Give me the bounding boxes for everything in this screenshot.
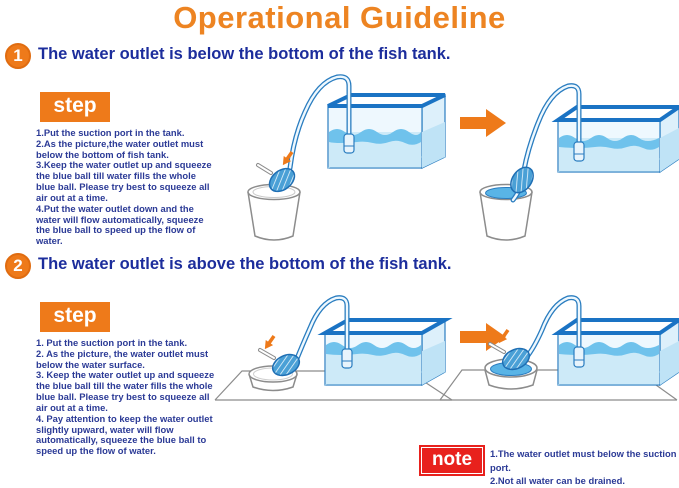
step-label: step — [40, 92, 110, 122]
note-text — [490, 447, 679, 488]
suction-port — [574, 142, 584, 161]
step-item: 4.Put the water outlet down and the water will flow automatically, squeeze the blue ball to speed up the flow of water. — [36, 202, 204, 247]
step-instructions — [36, 338, 216, 457]
water-outlet — [260, 350, 274, 358]
suction-port — [344, 134, 354, 153]
step-item: 1. Put the suction port in the tank. — [36, 337, 188, 348]
step-label: step — [40, 302, 110, 332]
water-outlet — [490, 344, 504, 352]
suction-port — [574, 347, 584, 367]
section-heading: The water outlet is below the bottom of the fish tank. — [38, 45, 451, 63]
step-instructions — [36, 128, 216, 247]
illustration-1-after — [478, 78, 679, 250]
fish-tank — [328, 95, 445, 168]
note-item: 1.The water outlet must below the suction port. — [490, 448, 677, 473]
step-item: 3. Keep the water outlet up and squeeze the blue ball till the water fills the whole blue ball. Please try best to squeeze all air out at a time. — [36, 369, 215, 413]
step-item: 2. As the picture, the water outlet must below the water surface. — [36, 347, 209, 370]
down-arrow-icon — [261, 333, 278, 351]
section-number-badge: 1 — [5, 43, 31, 69]
note-label: note — [421, 447, 483, 474]
fish-tank — [558, 107, 679, 172]
step-item: 1.Put the suction port in the tank. — [36, 127, 185, 138]
section-heading: The water outlet is above the bottom of the fish tank. — [38, 255, 452, 273]
step-item: 4. Pay attention to keep the water outlet slightly upward, water will flow automatically, squeeze the blue ball to speed up the flow of water. — [36, 412, 213, 457]
step-item: 3.Keep the water outlet up and squeeze the blue ball till water fills the whole blue ball. Please try best to squeeze all air out at a time. — [36, 159, 212, 203]
section-number-badge: 2 — [5, 253, 31, 279]
suction-port — [342, 349, 352, 368]
bucket — [248, 185, 300, 241]
page-title: Operational Guideline — [173, 0, 506, 35]
illustration-1-before — [230, 70, 460, 255]
step-item: 2.As the picture,the water outlet must below the bottom of fish tank. — [36, 137, 204, 160]
illustration-2-before — [210, 288, 460, 443]
water-outlet — [258, 165, 271, 173]
illustration-2-after — [440, 288, 679, 443]
note-item: 2.Not all water can be drained. — [490, 475, 625, 486]
bucket — [480, 185, 532, 241]
down-arrow-icon — [495, 327, 512, 345]
